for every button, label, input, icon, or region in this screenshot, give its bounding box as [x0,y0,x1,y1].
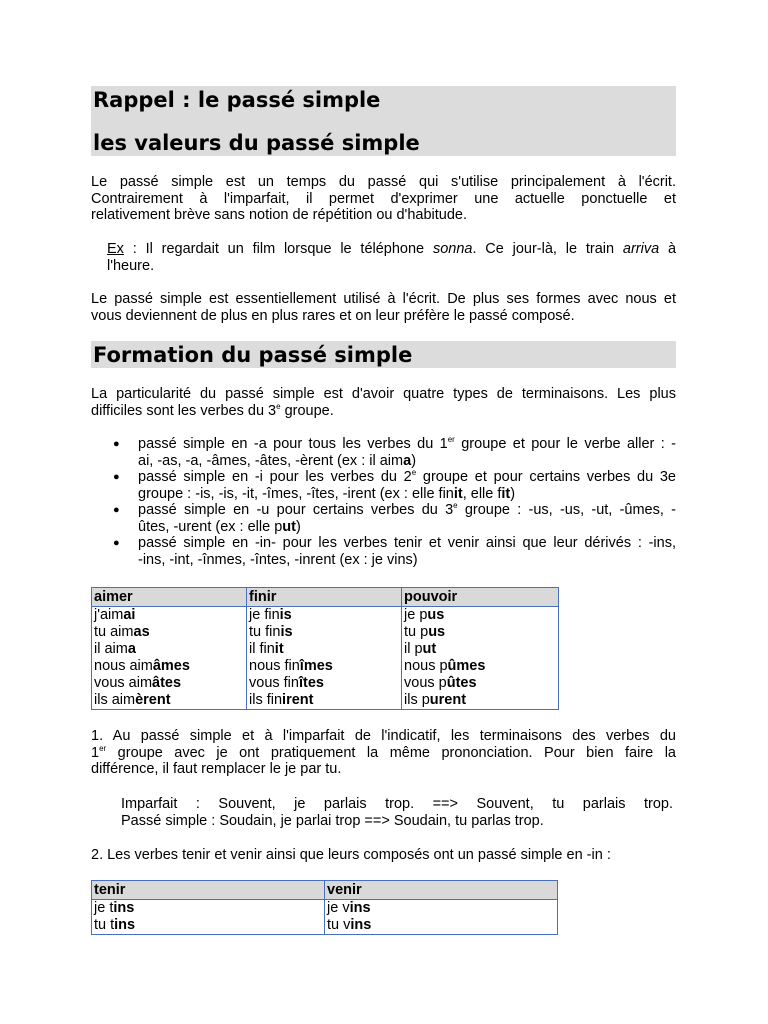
endings-list [113,436,676,568]
note-1-line: différence, il faut remplacer le je par tu. [91,761,342,777]
comparison-block [121,796,673,830]
table-header: finir [247,588,402,607]
conjugation-form: j'aimai [94,607,136,623]
example-line: l'heure. [107,258,155,274]
note-1-line: 1er groupe avec je ont pratiquement la même prononciation. Pour bien faire la [91,743,676,761]
conjugation-form: vous aimâtes [94,675,182,691]
usage-line: vous deviennent de plus en plus rares et on leur préfère le passé composé. [91,307,575,324]
example-block [107,241,676,275]
conjugation-form: il aima [94,641,136,657]
table-cell [402,607,559,710]
note-2 [91,847,676,864]
table-header: pouvoir [402,588,559,607]
conjugation-form: nous finîmes [249,658,333,674]
example-text: à [659,241,677,257]
conjugation-form: tu finis [249,624,293,640]
table-header-row [92,881,558,900]
list-item: ● passé simple en -i pour les verbes du 2e groupe et pour certains verbes du 3e groupe : -is, -is, -it, -îmes, -îtes, -irent (ex : elle finit, elle fit) [113,468,676,502]
list-item: ● passé simple en -in- pour les verbes tenir et venir ainsi que leur dérivés : -ins, -ins, -int, -înmes, -întes, -inrent (ex : je vins) [113,535,676,568]
conjugation-form: je tins [94,900,135,916]
conjugation-form: tu vins [327,917,372,933]
conjugation-form: tu aimas [94,624,150,640]
formation-intro-line: La particularité du passé simple est d'avoir quatre types de terminaisons. Les plus [91,386,676,402]
conjugation-form: tu pus [404,624,446,640]
note-2-line: 2. Les verbes tenir et venir ainsi que leurs composés ont un passé simple en -in : [91,847,611,863]
example-verb: sonna [432,241,473,257]
conjugation-table-1 [91,587,559,710]
formation-intro-line: difficiles sont les verbes du 3e groupe. [91,401,334,419]
usage-line: Le passé simple est essentiellement utilisé à l'écrit. De plus ses formes avec nous et [91,291,676,307]
conjugation-form: je vins [327,900,371,916]
section-title-valeurs: les valeurs du passé simple [93,131,420,155]
conjugation-form: ils finirent [249,692,314,708]
table-row [92,900,558,935]
example-colon: : [123,241,146,257]
page-title: Rappel : le passé simple [93,88,381,112]
list-item: ● passé simple en -a pour tous les verbes du 1er groupe et pour le verbe aller : - ai, -as, -a, -âmes, -âtes, -èrent (ex : il aima) [113,435,676,469]
example-text: . Ce jour-là, le train [472,241,623,257]
table-header: venir [325,881,558,900]
table-header: aimer [92,588,247,607]
bullet-icon: ● [113,438,120,450]
bullet-icon: ● [113,471,120,483]
table-cell [247,607,402,710]
note-1 [91,728,676,778]
conjugation-form: je finis [249,607,292,623]
table-header: tenir [92,881,325,900]
intro-line: Le passé simple est un temps du passé qui s'utilise principalement à l'écrit. [91,174,676,190]
comparison-line: Imparfait : Souvent, je parlais trop. ==> Souvent, tu parlais trop. [121,796,673,812]
formation-heading: Formation du passé simple [93,343,413,367]
usage-paragraph [91,291,676,324]
table-header-row [92,588,559,607]
bullet-icon: ● [113,537,120,549]
conjugation-form: ils purent [404,692,467,708]
comparison-line: Passé simple : Soudain, je parlai trop ==> Soudain, tu parlas trop. [121,813,544,829]
intro-line: Contrairement à l'imparfait, il permet d'exprimer une actuelle ponctuelle et [91,190,676,207]
conjugation-form: nous aimâmes [94,658,190,674]
list-item: ● passé simple en -u pour certains verbes du 3e groupe : -us, -us, -ut, -ûmes, - ûtes, -urent (ex : elle put) [113,501,676,535]
table-row [92,607,559,710]
conjugation-form: tu tins [94,917,136,933]
note-1-line: 1. Au passé simple et à l'imparfait de l'indicatif, les terminaisons des verbes du [91,728,676,744]
table-cell [325,900,558,935]
example-line [107,241,676,258]
conjugation-table-2 [91,880,558,935]
example-text: Il regardait un film lorsque le téléphone [145,241,433,257]
conjugation-form: il put [404,641,437,657]
table-cell [92,900,325,935]
intro-line: relativement brève sans notion de répétition ou d'habitude. [91,207,467,223]
conjugation-form: vous finîtes [249,675,324,691]
conjugation-form: vous pûtes [404,675,477,691]
conjugation-form: nous pûmes [404,658,486,674]
table-cell [92,607,247,710]
formation-intro [91,386,676,419]
bullet-icon: ● [113,504,120,516]
conjugation-form: il finit [249,641,284,657]
intro-paragraph [91,174,676,224]
conjugation-form: je pus [404,607,445,623]
conjugation-form: ils aimèrent [94,692,171,708]
example-label: Ex [107,241,124,257]
example-verb: arriva [622,241,660,257]
